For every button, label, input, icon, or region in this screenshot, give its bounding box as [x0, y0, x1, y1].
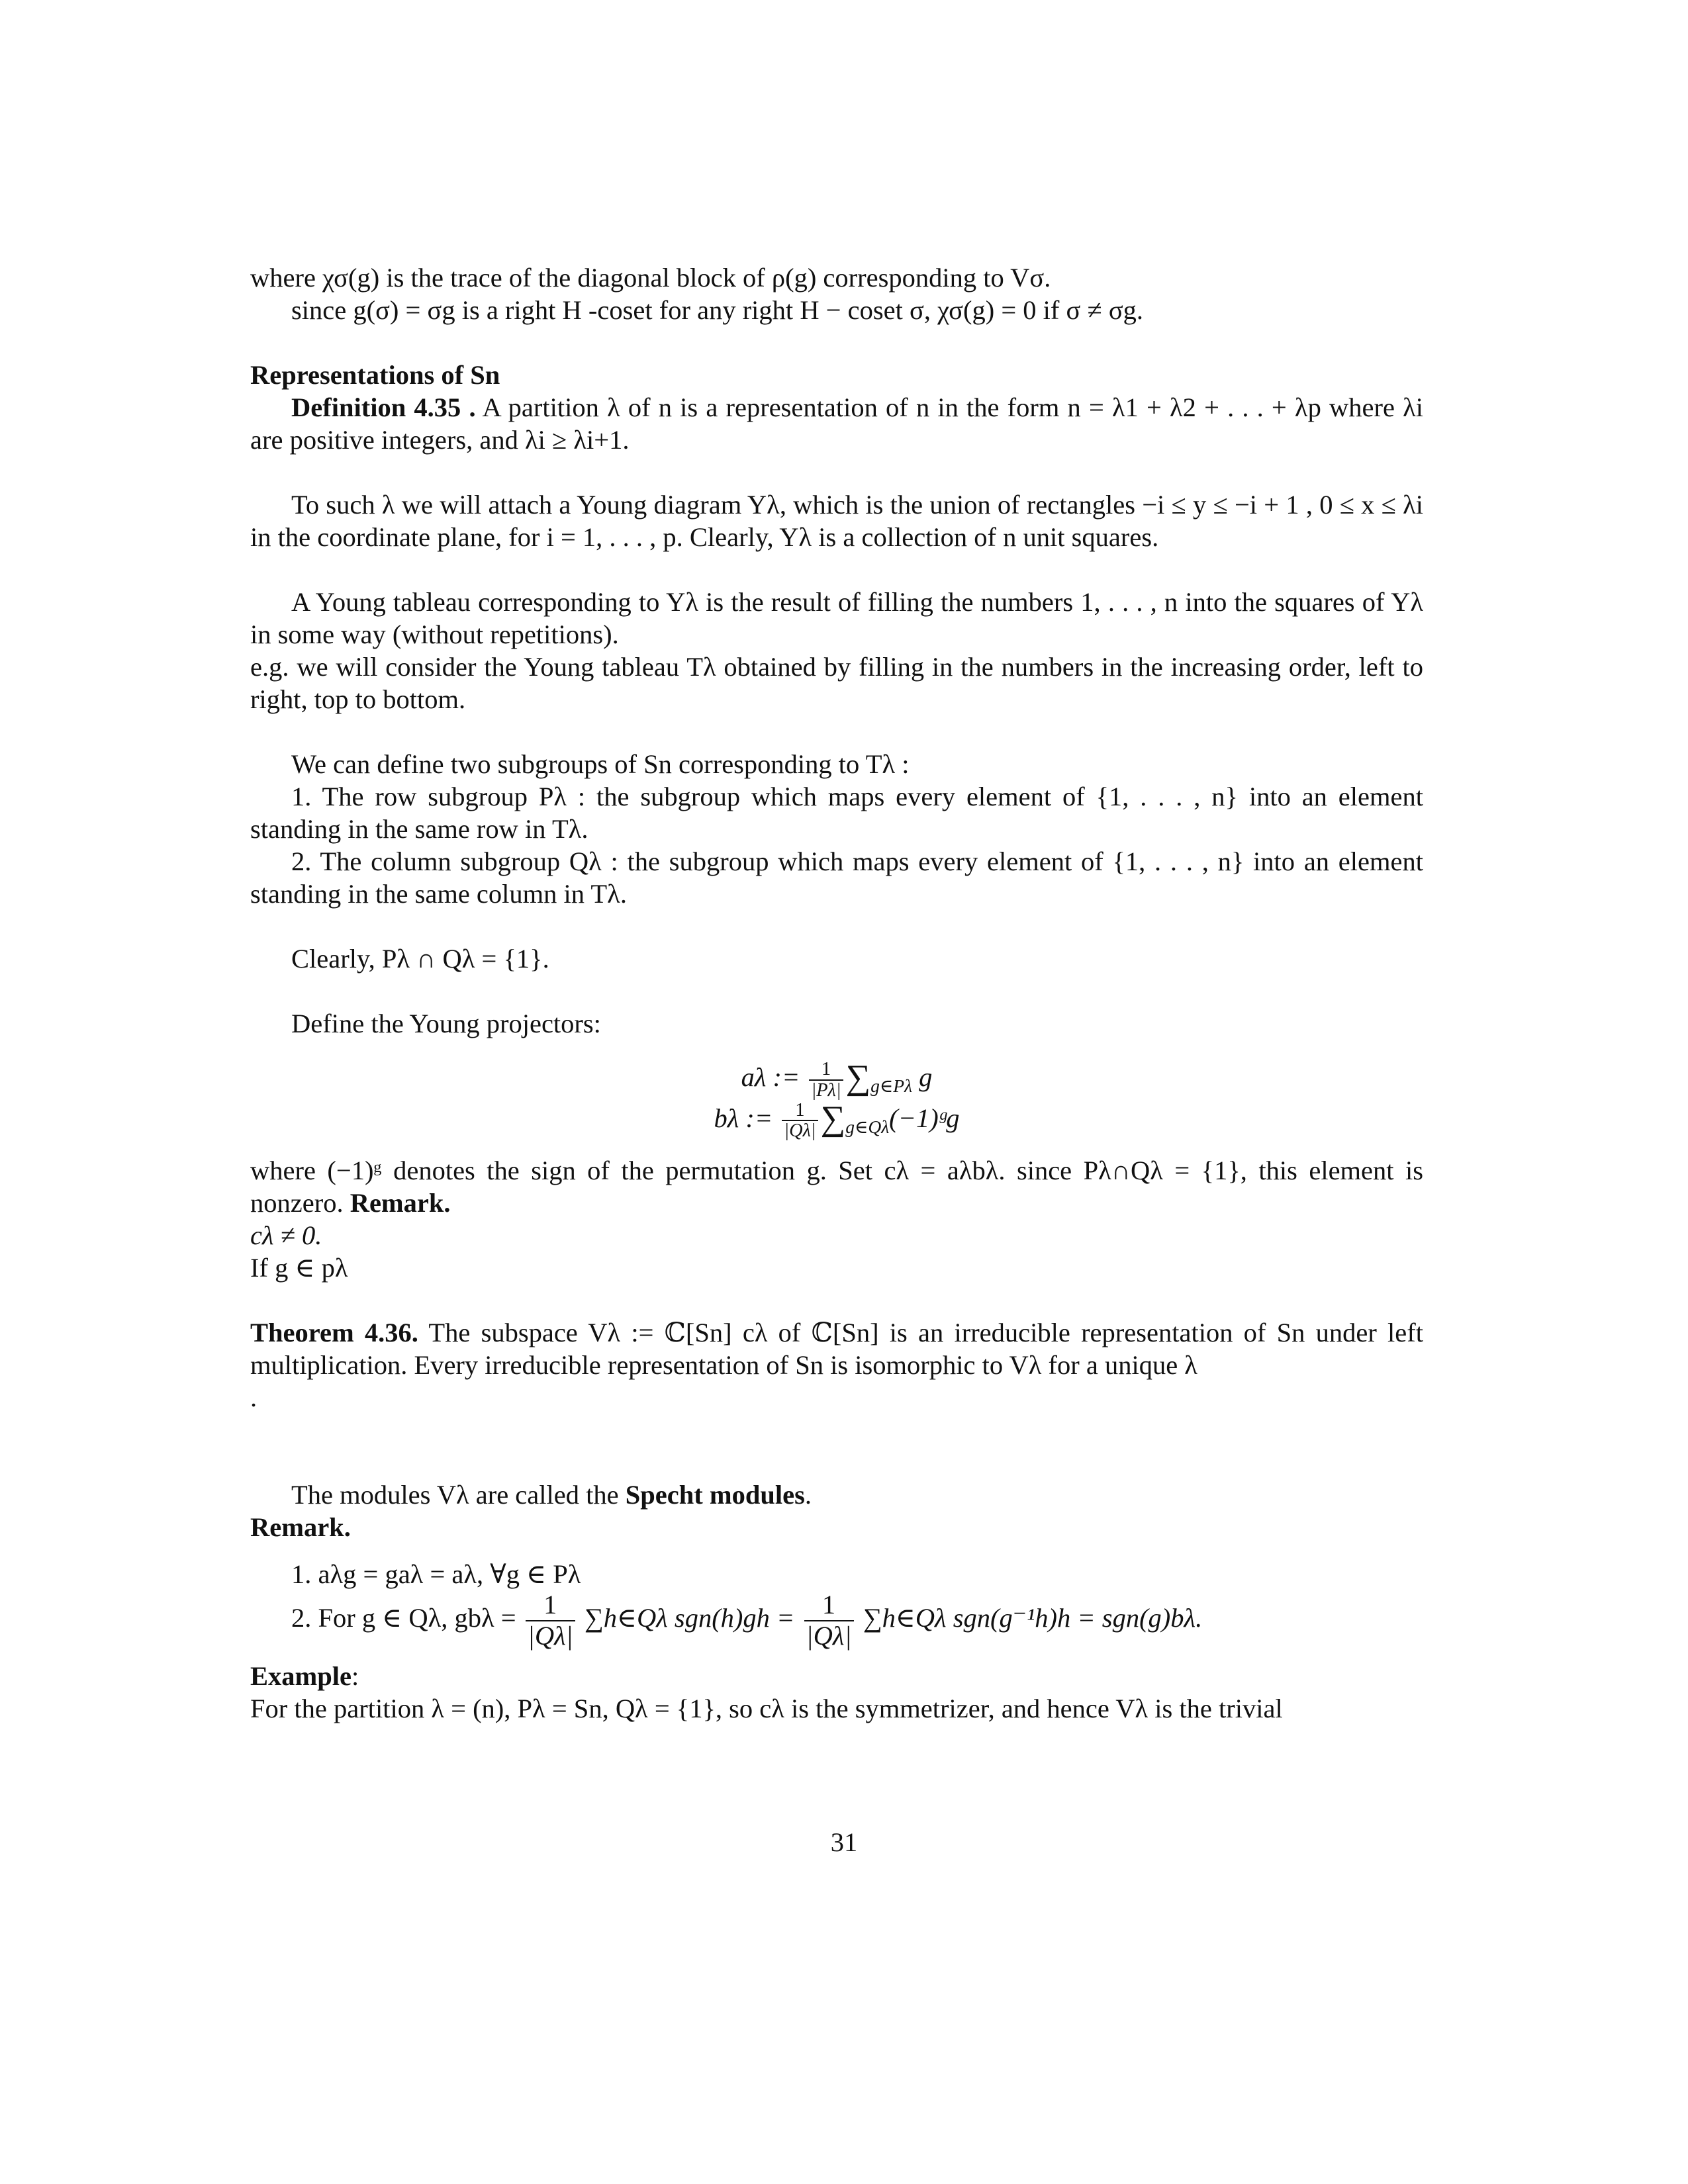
- remark-inline: Remark.: [350, 1188, 451, 1218]
- section-title: Representations of Sn: [250, 360, 500, 390]
- subgroups-intro: We can define two subgroups of Sn corresponding to Tλ :: [291, 749, 910, 779]
- remark-item-1: 1. aλg = gaλ = aλ, ∀g ∈ Pλ: [291, 1559, 581, 1589]
- remark-title: Remark.: [250, 1512, 351, 1542]
- remark-item-2: 2. For g ∈ Qλ, gbλ = $\frac{1}{|Q\lambda|}$ ∑h∈Qλ sgn(h)gh = $\frac{1}{|Q\lambda|}$ ∑h∈Qλ sgn(g⁻¹h)h = sgn(g)bλ.: [291, 1590, 1203, 1651]
- page-number: 31: [830, 1827, 858, 1857]
- theorem-label: Theorem 4.36.: [250, 1318, 418, 1347]
- c-nonzero-line: cλ ≠ 0.: [250, 1220, 322, 1250]
- intro-line-2: since g(σ) = σg is a right H -coset for any right H − coset σ, χσ(g) = 0 if σ ≠ σg.: [291, 295, 1144, 325]
- equation-b: bλ := $\frac{1}{|Q\lambda|}$ $\sum_{g\in Q\lambda}(-1)ᵍg$: [714, 1099, 960, 1142]
- row-subgroup: 1. The row subgroup Pλ : the subgroup which maps every element of {1, . . . , n} into an element standing in the same row in Tλ.: [250, 782, 1423, 844]
- theorem: [250, 1316, 1423, 1381]
- clearly-statement: Clearly, Pλ ∩ Qλ = {1}.: [291, 944, 549, 974]
- if-line: If g ∈ pλ: [250, 1253, 348, 1283]
- specht-modules-term: Specht modules: [625, 1480, 805, 1510]
- projectors-intro: Define the Young projectors:: [291, 1009, 601, 1038]
- specht-paragraph: The modules Vλ are called the Specht modules.: [291, 1480, 812, 1510]
- theorem-text: The subspace Vλ := ℂ[Sn] cλ of ℂ[Sn] is an irreducible representation of Sn under left multiplication. Every irreducible representation of Sn is isomorphic to Vλ for a unique λ: [250, 1318, 1423, 1380]
- example-text: For the partition λ = (n), Pλ = Sn, Qλ = {1}, so cλ is the symmetrizer, and hence Vλ is the trivial: [250, 1694, 1283, 1724]
- definition-text: A partition λ of n is a representation of n in the form n = λ1 + λ2 + . . . + λp where λi are positive integers, and λi ≥ λi+1.: [250, 392, 1423, 455]
- remark-list: [250, 1558, 1423, 1651]
- young-diagram-paragraph: To such λ we will attach a Young diagram Yλ, which is the union of rectangles −i ≤ y ≤ −i + 1 , 0 ≤ x ≤ λi in the coordinate plane, for i = 1, . . . , p. Clearly, Yλ is a collection of n unit squares.: [250, 490, 1423, 552]
- column-subgroup: 2. The column subgroup Qλ : the subgroup which maps every element of {1, . . . , n} into an element standing in the same column in Tλ.: [250, 846, 1423, 909]
- example-heading: Example:: [250, 1661, 359, 1692]
- equation-a: aλ := $\frac{1}{|P\lambda|}$ $\sum_{g\in P\lambda}$ g: [741, 1058, 933, 1101]
- young-tableau-paragraph: A Young tableau corresponding to Yλ is the result of filling the numbers 1, . . . , n into the squares of Yλ in some way (without repetitions).: [250, 587, 1423, 649]
- sign-paragraph: where (−1)ᵍ denotes the sign of the permutation g. Set cλ = aλbλ. since Pλ∩Qλ = {1}, this element is nonzero. Remark.: [250, 1156, 1423, 1218]
- theorem-trailing-period: .: [250, 1383, 258, 1412]
- definition: [250, 391, 1423, 456]
- eg-paragraph: e.g. we will consider the Young tableau Tλ obtained by filling in the numbers in the increasing order, left to right, top to bottom.: [250, 652, 1423, 714]
- projector-equations: [250, 1060, 1423, 1141]
- page-body: [250, 261, 1423, 1725]
- definition-label: Definition 4.35 .: [291, 392, 476, 422]
- intro-line-1: where χσ(g) is the trace of the diagonal block of ρ(g) corresponding to Vσ.: [250, 263, 1051, 293]
